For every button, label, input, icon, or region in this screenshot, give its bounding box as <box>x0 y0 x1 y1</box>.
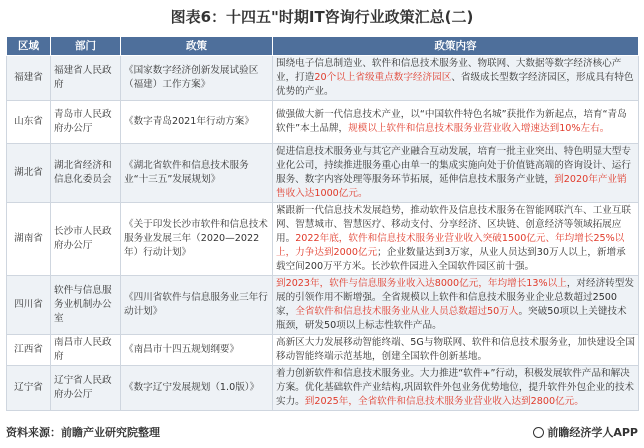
cell-dept: 福建省人民政府 <box>51 56 121 101</box>
qianzhan-logo-icon <box>533 427 544 438</box>
content-highlight: 2022年底，软件和信息技术服务业营业收入突破1500亿元、年均增长25%以上，力争达到2000亿元 <box>276 233 625 258</box>
content-highlight: 规模以上软件和信息技术服务业营业收入增速达到10%左右。 <box>348 123 610 134</box>
cell-dept: 青岛市人民政府办公厅 <box>51 101 121 144</box>
app-credit-label: 前瞻经济学人APP <box>547 426 638 439</box>
content-text: 促进信息技术服务业与其它产业融合互动发展，培育一批主业突出、特色明显大型专业化公司，持续推进服务重心由单一的集成实施向处于价值链高端的咨询设计、运行服务、数字内容处理等服务环节拓展，延伸信息技术服务产业链， <box>276 146 631 185</box>
content-text: ；企业数量达到3万家，从业人员达到30万人以上，新增承载空间200万平方米。长沙软件园进入全国软件园区前十强。 <box>276 247 626 272</box>
content-text: 、省级成长型数字经济园区，形成具有特色优势的产业。 <box>276 72 634 97</box>
content-highlight: 20个以上省级重点数字经济园区 <box>314 72 452 83</box>
table-row <box>7 366 639 411</box>
table-row <box>7 144 639 203</box>
table-row <box>7 56 639 101</box>
cell-content <box>273 366 639 411</box>
cell-region: 江西省 <box>7 335 51 366</box>
cell-policy: 《四川省软件与信息服务业三年行动计划》 <box>121 276 273 335</box>
cell-region: 湖南省 <box>7 203 51 276</box>
footer <box>6 420 638 442</box>
cell-dept: 长沙市人民政府办公厅 <box>51 203 121 276</box>
content-text: 。突破50项以上关键技术瓶颈，研发50项以上标志性软件产品。 <box>276 306 627 331</box>
content-highlight: 到2020年产业销售收入达1000亿元。 <box>276 174 627 199</box>
source-note: 资料来源：前瞻产业研究院整理 <box>6 426 160 439</box>
content-text: 紧跟新一代信息技术发展趋势，推动软件及信息技术服务在智能网联汽车、工业互联网、智慧城市、智慧医疗、移动支付、分享经济、区块链、创意经济等领域拓展应用。 <box>276 205 631 244</box>
cell-content <box>273 276 639 335</box>
table-header-row <box>7 37 639 56</box>
cell-content <box>273 335 639 366</box>
content-text: 做强做大新一代信息技术产业，以“中国软件特色名城”获批作为新起点，培育“青岛软件”本土品牌， <box>276 109 627 134</box>
cell-region: 辽宁省 <box>7 366 51 411</box>
content-highlight: 到2025年，全省软件和信息技术服务业营业收入达到2800亿元。 <box>304 396 584 407</box>
header-dept: 部门 <box>51 37 121 56</box>
cell-content <box>273 101 639 144</box>
cell-policy: 《关于印发长沙市软件和信息技术服务业发展三年（2020—2022年）行动计划》 <box>121 203 273 276</box>
content-text: 围绕电子信息制造业、软件和信息技术服务业、物联网、大数据等数字经济核心产业，打造 <box>276 58 622 83</box>
policy-table <box>6 36 639 411</box>
cell-region: 四川省 <box>7 276 51 335</box>
chart-title: 图表6：十四五"时期IT咨询行业政策汇总(二) <box>170 8 474 26</box>
cell-policy: 《湖北省软件和信息技术服务业“十三五”发展规划》 <box>121 144 273 203</box>
content-highlight: 全省软件和信息技术服务业从业人员总数超过50万人 <box>295 306 519 317</box>
header-content: 政策内容 <box>273 37 639 56</box>
cell-dept: 软件与信息服务业机制办公室 <box>51 276 121 335</box>
cell-content <box>273 203 639 276</box>
header-region: 区域 <box>7 37 51 56</box>
cell-region: 福建省 <box>7 56 51 101</box>
content-text: 高新区大力发展移动智能终端、5G与物联网、软件和信息技术服务业，加快建设全国移动智能终端示范基地，创建全国软件创新基地。 <box>276 337 635 362</box>
header-policy: 政策 <box>121 37 273 56</box>
table-row <box>7 101 639 144</box>
cell-region: 湖北省 <box>7 144 51 203</box>
cell-policy: 《南昌市十四五规划纲要》 <box>121 335 273 366</box>
cell-region: 山东省 <box>7 101 51 144</box>
content-text: 着力创新软件和信息技术服务业。大力推进“软件+”行动，积极发展软件产品和解决方案。优化基础软件产业结构,巩固软件外包业务优势地位，提升软件外包企业的技术实力。 <box>276 368 635 407</box>
content-highlight: 到2023年，软件与信息服务业收入达8000亿元，年均增长13%以上 <box>276 278 567 289</box>
cell-policy: 《数字青岛2021年行动方案》 <box>121 101 273 144</box>
cell-content <box>273 144 639 203</box>
table-row <box>7 335 639 366</box>
app-credit <box>533 424 638 440</box>
table-row <box>7 276 639 335</box>
cell-content <box>273 56 639 101</box>
cell-dept: 湖北省经济和信息化委员会 <box>51 144 121 203</box>
content-text: ，对经济转型发展的引领作用不断增强。全省规模以上软件和信息技术服务业企业总数超过2500家， <box>276 278 634 317</box>
cell-policy: 《国家数字经济创新发展试验区（福建）工作方案》 <box>121 56 273 101</box>
table-row <box>7 203 639 276</box>
cell-policy: 《数字辽宁发展规划（1.0版）》 <box>121 366 273 411</box>
cell-dept: 辽宁省人民政府办公厅 <box>51 366 121 411</box>
cell-dept: 南昌市人民政府 <box>51 335 121 366</box>
